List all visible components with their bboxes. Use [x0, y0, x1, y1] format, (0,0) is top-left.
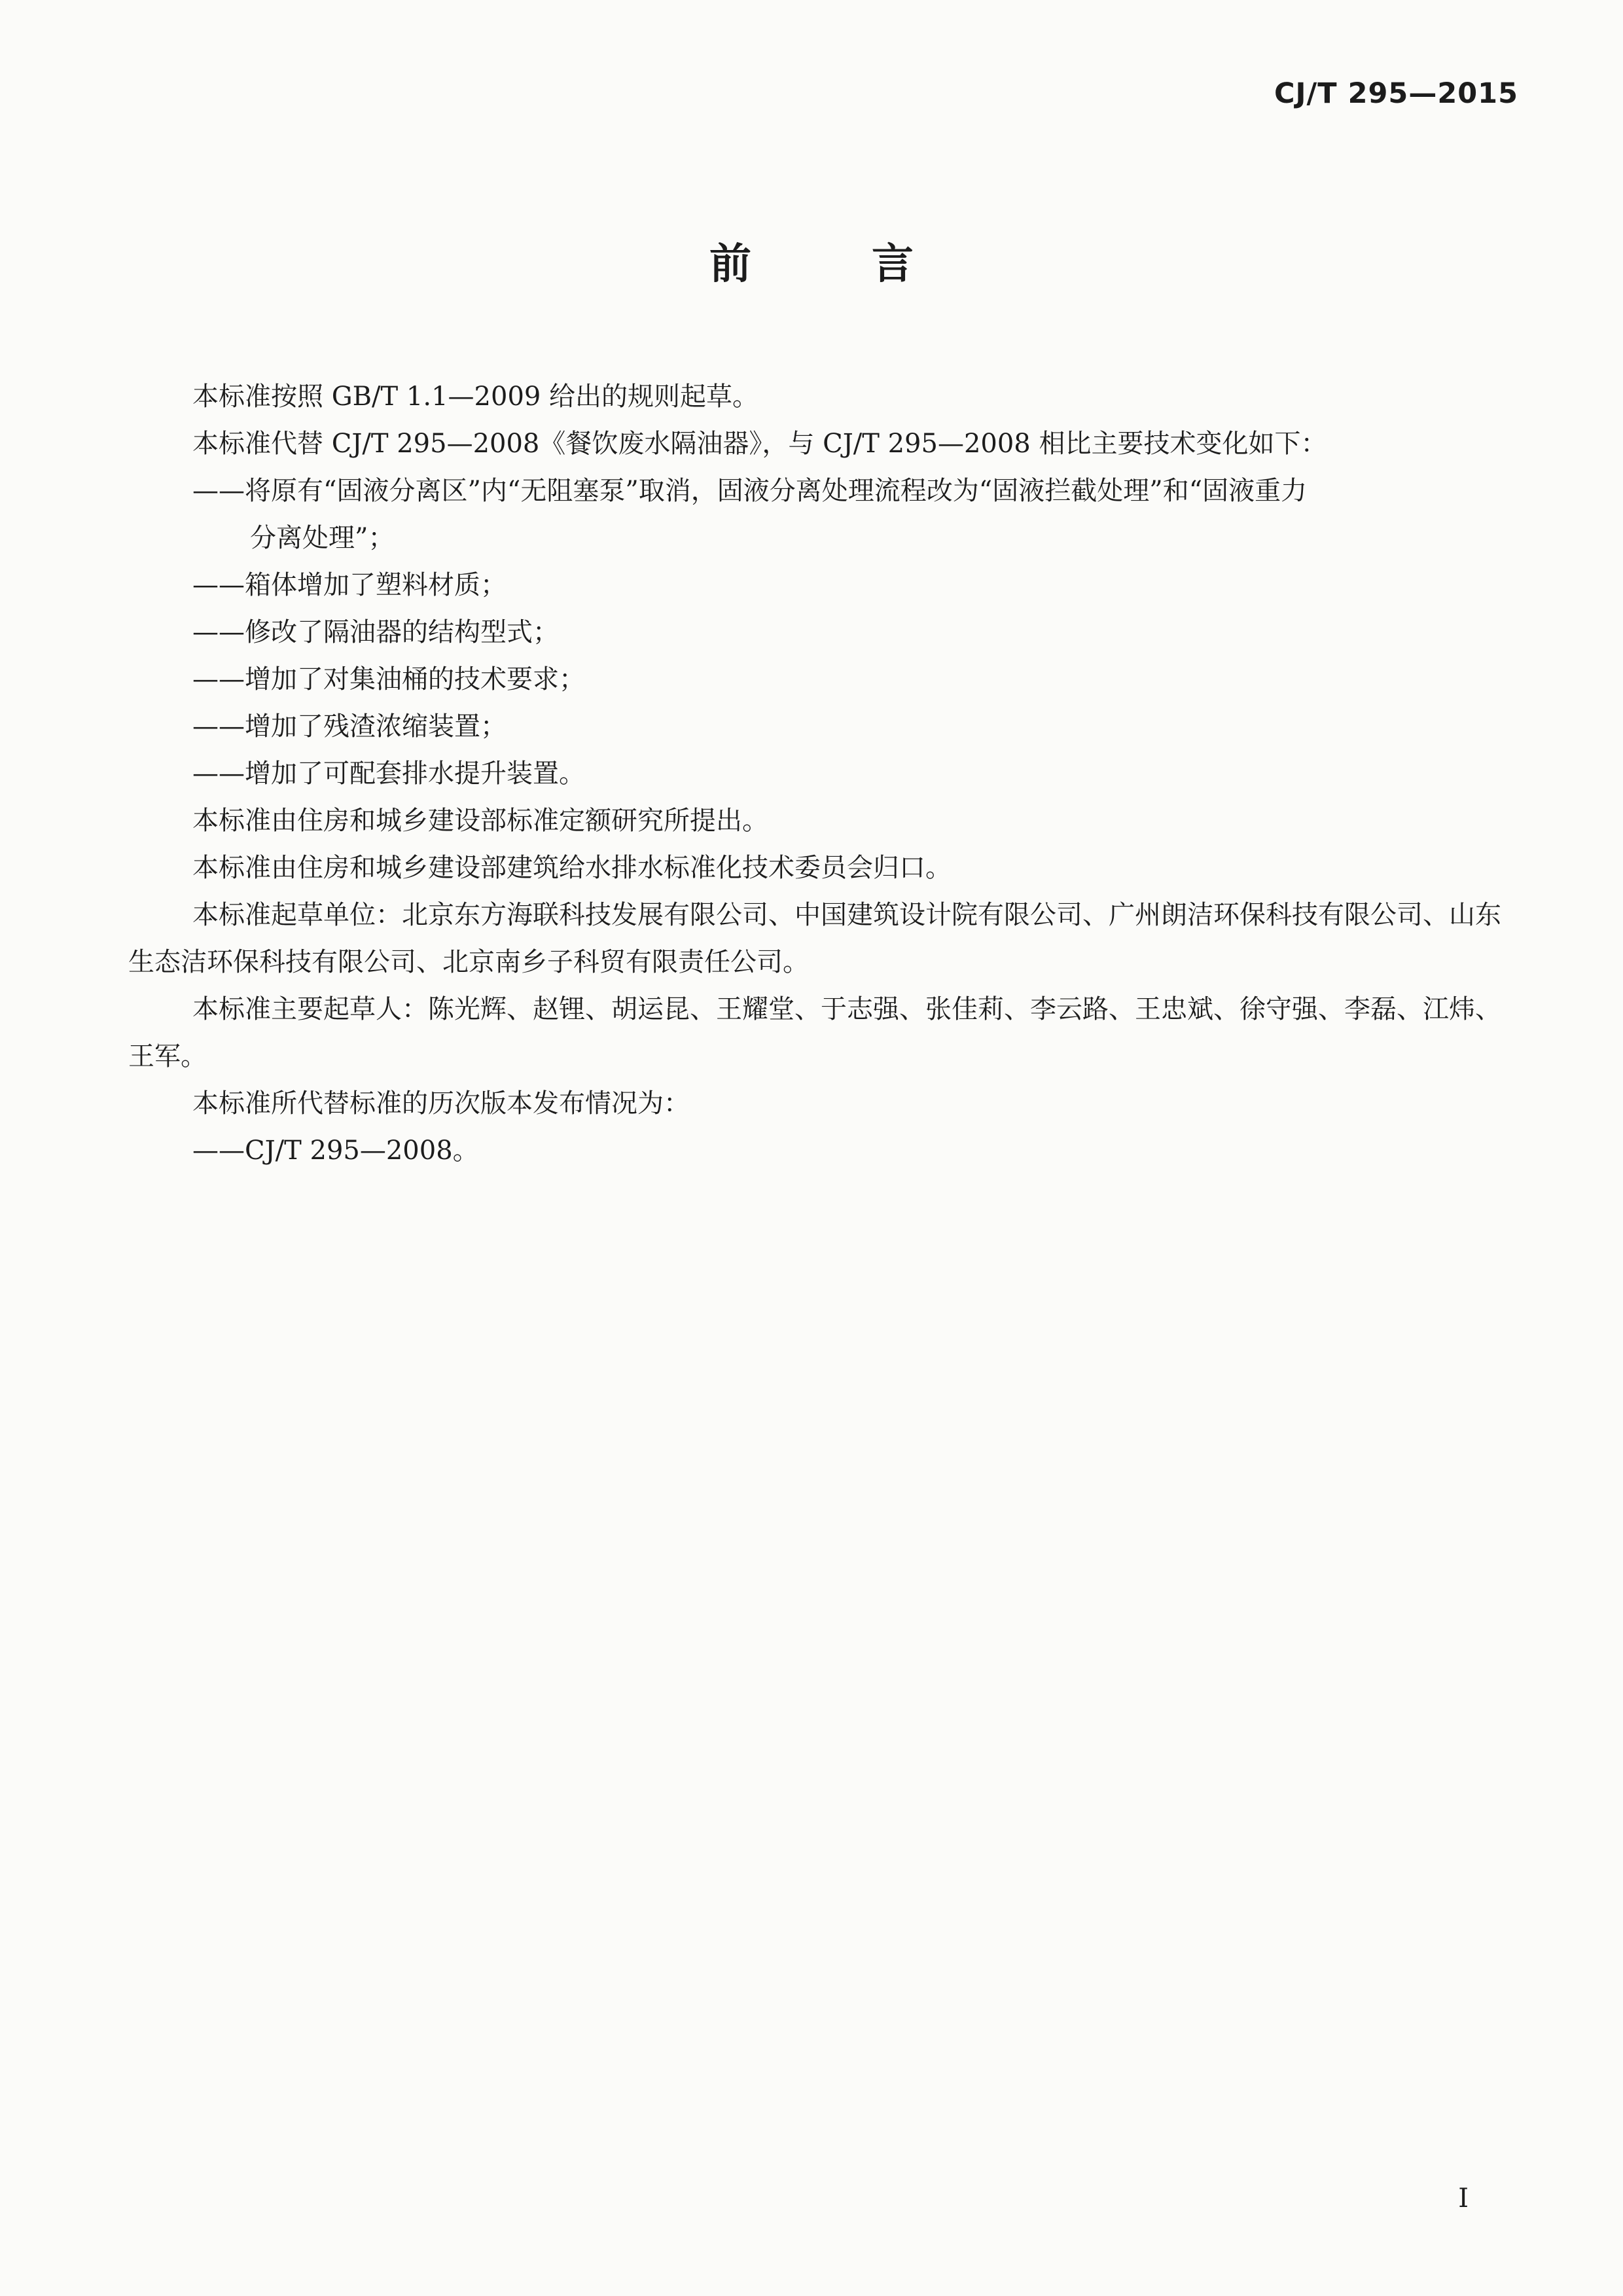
- title-char-1: 前: [709, 240, 751, 289]
- paragraph-proposer: 本标准由住房和城乡建设部标准定额研究所提出。: [192, 806, 768, 836]
- page-number: I: [1458, 2183, 1469, 2214]
- title-char-2: 言: [872, 240, 914, 289]
- list-item-text-line-2: 分离处理”；: [250, 523, 395, 553]
- page-title: [0, 230, 1623, 291]
- list-item-change-3: ——修改了隔油器的结构型式；: [192, 617, 559, 647]
- list-item-change-5: ——增加了残渣浓缩装置；: [192, 711, 507, 742]
- paragraph-previous-editions: 本标准所代替标准的历次版本发布情况为：: [192, 1088, 690, 1119]
- list-dash: ——: [192, 476, 245, 506]
- paragraph-drafting-units: 本标准起草单位：北京东方海联科技发展有限公司、中国建筑设计院有限公司、广州朗洁环保科技有限公司、山东生态洁环保科技有限公司、北京南乡子科贸有限责任公司。: [128, 900, 1501, 977]
- paragraph-responsible-committee: 本标准由住房和城乡建设部建筑给水排水标准化技术委员会归口。: [192, 853, 952, 883]
- paragraph-drafting-rules: 本标准按照 GB/T 1.1—2009 给出的规则起草。: [192, 382, 759, 412]
- list-item-change-4: ——增加了对集油桶的技术要求；: [192, 664, 585, 694]
- list-item-previous-edition: ——CJ/T 295—2008。: [192, 1136, 479, 1166]
- preface-body: [128, 373, 1508, 1174]
- standard-code: CJ/T 295—2015: [1274, 77, 1518, 110]
- paragraph-drafters: 本标准主要起草人：陈光辉、赵锂、胡运昆、王耀堂、于志强、张佳莉、李云路、王忠斌、徐守强、李磊、江炜、王军。: [128, 994, 1501, 1071]
- list-item-change-1: [128, 467, 1508, 562]
- list-item-text-line-1: 将原有“固液分离区”内“无阻塞泵”取消，固液分离处理流程改为“固液拦截处理”和“固液重力: [245, 476, 1308, 506]
- paragraph-replacement: 本标准代替 CJ/T 295—2008《餐饮废水隔油器》，与 CJ/T 295—2008 相比主要技术变化如下：: [192, 429, 1327, 459]
- list-item-change-6: ——增加了可配套排水提升装置。: [192, 759, 585, 789]
- list-item-change-2: ——箱体增加了塑料材质；: [192, 570, 507, 600]
